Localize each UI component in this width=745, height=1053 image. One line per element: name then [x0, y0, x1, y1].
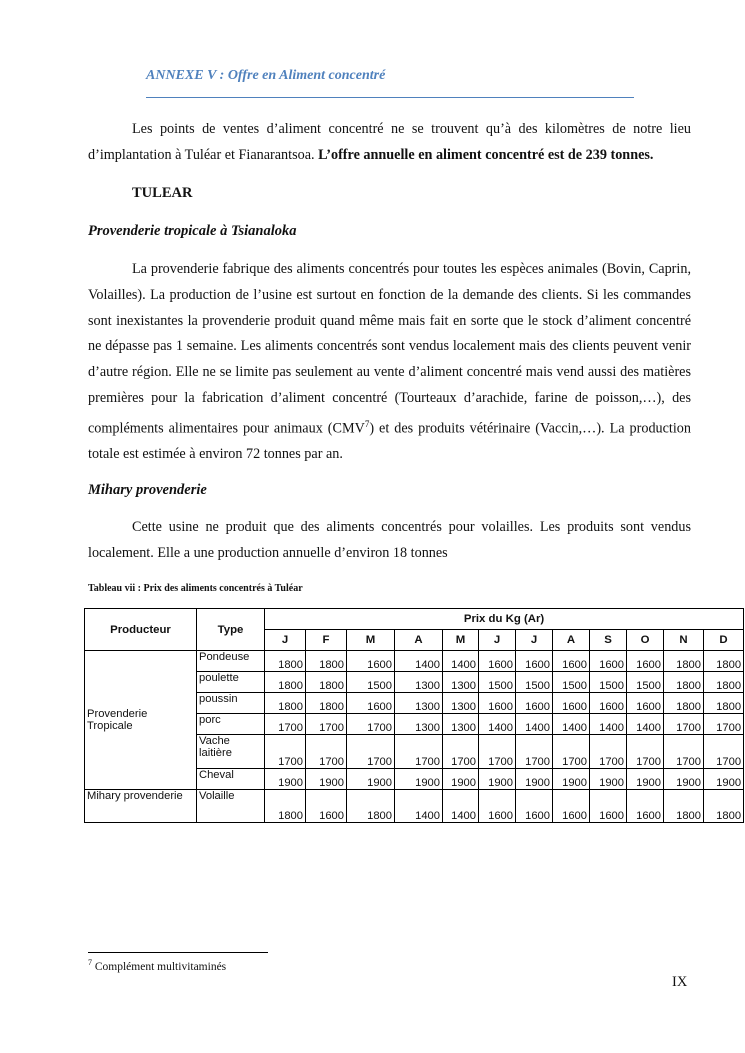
mihary-title: Mihary provenderie [88, 482, 207, 498]
price-cell: 1400 [443, 790, 479, 823]
month-header: J [265, 630, 306, 651]
price-cell: 1300 [443, 693, 479, 714]
price-cell: 1600 [516, 693, 553, 714]
price-cell: 1700 [306, 714, 347, 735]
price-cell: 1800 [306, 693, 347, 714]
price-cell: 1600 [306, 790, 347, 823]
price-cell: 1600 [590, 790, 627, 823]
section-title-tulear: TULEAR [132, 185, 193, 201]
type-cell: porc [197, 714, 265, 735]
price-cell: 1800 [265, 672, 306, 693]
month-header: A [395, 630, 443, 651]
page-number: IX [672, 974, 688, 990]
month-header: D [704, 630, 744, 651]
price-cell: 1300 [443, 672, 479, 693]
price-cell: 1500 [516, 672, 553, 693]
price-cell: 1900 [265, 769, 306, 790]
price-cell: 1900 [306, 769, 347, 790]
header-type: Type [197, 609, 265, 651]
price-cell: 1700 [516, 735, 553, 769]
price-cell: 1800 [265, 790, 306, 823]
provenderie-paragraph [88, 257, 691, 468]
price-cell: 1800 [265, 651, 306, 672]
price-cell: 1300 [443, 714, 479, 735]
month-header: N [664, 630, 704, 651]
provenderie-text-before: La provenderie fabrique des aliments concentrés pour toutes les espèces animales (Bovin, Caprin, Volailles). La production de l’usine est surtout en fonction de la demande des clients. Si les commandes sont inexistantes la provenderie produit quand même mais fait en sorte que le stock d’aliment concentré ne dépasse pas 1 semaine. Les aliments concentrés sont vendus localement mais des clients peuvent venir d’autre région. Elle ne se limite pas seulement au vente d’aliment concentré mais vend aussi des matières premières pour la fabrication d’aliment concentré (Tourteaux d’arachide, farine de poisson,…), des compléments alimentaires pour animaux (CMV [88, 261, 691, 437]
price-cell: 1800 [704, 651, 744, 672]
price-cell: 1400 [553, 714, 590, 735]
price-cell: 1300 [395, 672, 443, 693]
footnote-ref: 7 [364, 418, 370, 429]
provenderie-title: Provenderie tropicale à Tsianaloka [88, 223, 297, 239]
price-cell: 1900 [347, 769, 395, 790]
month-header: O [627, 630, 664, 651]
price-cell: 1700 [347, 735, 395, 769]
provenderie-text-after: ) et des produits vétérinaire (Vaccin,…). La production totale est estimée à environ 72 tonnes par an. [88, 420, 691, 463]
price-cell: 1500 [479, 672, 516, 693]
table-row [85, 790, 744, 823]
price-cell: 1700 [395, 735, 443, 769]
price-cell: 1400 [395, 790, 443, 823]
annex-heading: ANNEXE V : Offre en Aliment concentré [146, 68, 634, 98]
price-cell: 1500 [553, 672, 590, 693]
price-cell: 1500 [627, 672, 664, 693]
price-cell: 1600 [479, 790, 516, 823]
table-row [85, 651, 744, 672]
type-cell: poussin [197, 693, 265, 714]
price-cell: 1700 [265, 735, 306, 769]
price-cell: 1600 [553, 693, 590, 714]
price-cell: 1600 [590, 693, 627, 714]
price-cell: 1900 [516, 769, 553, 790]
price-cell: 1400 [627, 714, 664, 735]
price-cell: 1700 [553, 735, 590, 769]
price-cell: 1600 [347, 693, 395, 714]
price-cell: 1600 [553, 651, 590, 672]
header-producteur: Producteur [85, 609, 197, 651]
price-cell: 1800 [664, 790, 704, 823]
price-cell: 1600 [590, 651, 627, 672]
mihary-paragraph: Cette usine ne produit que des aliments concentrés pour volailles. Les produits sont vendus localement. Elle a une production annuelle d’environ 18 tonnes [88, 519, 691, 561]
price-cell: 1800 [664, 651, 704, 672]
type-cell: Vache laitière [197, 735, 265, 769]
footnote [88, 958, 226, 973]
month-header: F [306, 630, 347, 651]
price-cell: 1700 [347, 714, 395, 735]
price-cell: 1800 [664, 693, 704, 714]
producer-cell: Mihary provenderie [85, 790, 197, 823]
price-cell: 1700 [627, 735, 664, 769]
price-cell: 1600 [516, 790, 553, 823]
price-cell: 1400 [395, 651, 443, 672]
price-cell: 1900 [704, 769, 744, 790]
price-cell: 1400 [479, 714, 516, 735]
intro-paragraph [88, 117, 691, 169]
price-cell: 1600 [516, 651, 553, 672]
price-cell: 1900 [627, 769, 664, 790]
price-cell: 1700 [265, 714, 306, 735]
price-cell: 1700 [443, 735, 479, 769]
table-caption: Tableau vii : Prix des aliments concentrés à Tuléar [88, 583, 303, 594]
table-header-row [85, 609, 744, 630]
price-cell: 1300 [395, 693, 443, 714]
footnote-separator [88, 952, 268, 953]
price-cell: 1900 [395, 769, 443, 790]
price-cell: 1700 [590, 735, 627, 769]
price-cell: 1600 [627, 693, 664, 714]
type-cell: Cheval [197, 769, 265, 790]
price-cell: 1900 [553, 769, 590, 790]
price-cell: 1700 [664, 714, 704, 735]
price-cell: 1500 [347, 672, 395, 693]
price-cell: 1600 [627, 651, 664, 672]
price-cell: 1900 [479, 769, 516, 790]
price-cell: 1400 [590, 714, 627, 735]
price-cell: 1700 [664, 735, 704, 769]
price-cell: 1900 [590, 769, 627, 790]
intro-bold: L’offre annuelle en aliment concentré est de 239 tonnes. [318, 146, 654, 163]
price-cell: 1800 [704, 672, 744, 693]
price-cell: 1300 [395, 714, 443, 735]
type-cell: poulette [197, 672, 265, 693]
price-cell: 1800 [306, 672, 347, 693]
month-header: J [516, 630, 553, 651]
price-cell: 1900 [664, 769, 704, 790]
price-cell: 1800 [704, 790, 744, 823]
header-prix: Prix du Kg (Ar) [265, 609, 744, 630]
producer-cell: Provenderie Tropicale [85, 651, 197, 790]
month-header: M [347, 630, 395, 651]
price-cell: 1600 [479, 693, 516, 714]
price-cell: 1400 [516, 714, 553, 735]
price-cell: 1600 [627, 790, 664, 823]
price-cell: 1800 [664, 672, 704, 693]
price-cell: 1900 [443, 769, 479, 790]
type-cell: Volaille [197, 790, 265, 823]
table-body [85, 651, 744, 823]
price-cell: 1600 [553, 790, 590, 823]
price-cell: 1800 [265, 693, 306, 714]
price-cell: 1500 [590, 672, 627, 693]
type-cell: Pondeuse [197, 651, 265, 672]
price-cell: 1700 [479, 735, 516, 769]
footnote-text: Complément multivitaminés [94, 960, 227, 973]
price-cell: 1800 [704, 693, 744, 714]
price-cell: 1700 [306, 735, 347, 769]
price-cell: 1700 [704, 714, 744, 735]
price-cell: 1400 [443, 651, 479, 672]
month-header: S [590, 630, 627, 651]
price-cell: 1800 [347, 790, 395, 823]
price-cell: 1600 [479, 651, 516, 672]
footnote-number: 7 [88, 958, 92, 967]
price-cell: 1800 [306, 651, 347, 672]
month-header: J [479, 630, 516, 651]
price-cell: 1700 [704, 735, 744, 769]
month-header: A [553, 630, 590, 651]
price-table [84, 608, 744, 823]
month-header: M [443, 630, 479, 651]
price-cell: 1600 [347, 651, 395, 672]
intro-text: Les points de ventes d’aliment concentré ne se trouvent qu’à des kilomètres de notre lieu d’implantation à Tuléar et Fianarantsoa. [88, 121, 691, 163]
